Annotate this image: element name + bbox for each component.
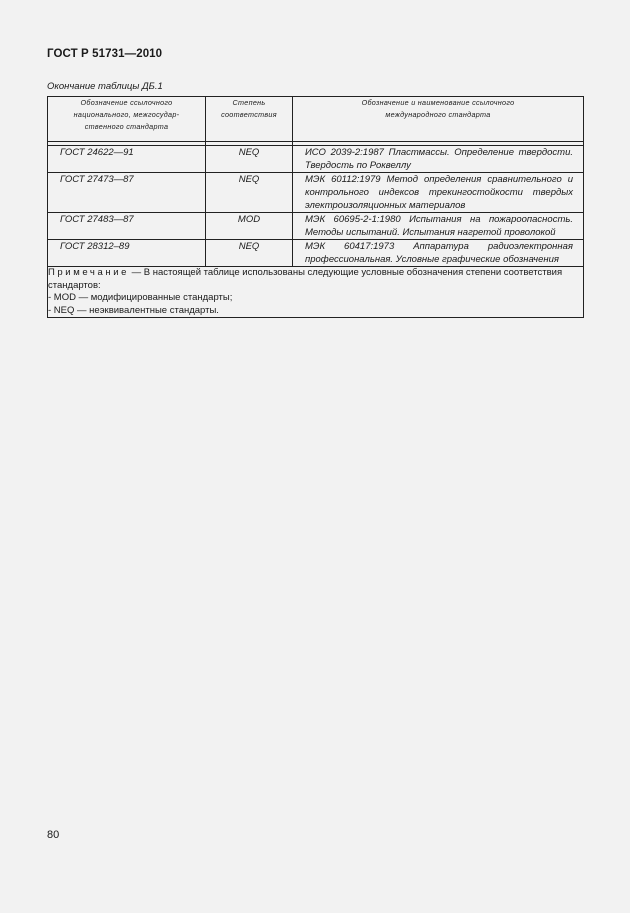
international-standard-cell: МЭК 60695-2-1:1980 Испытания на пожароопасность. Методы испытаний. Испытания нагретой проволокой: [293, 213, 584, 240]
note-item-mod: - MOD — модифицированные стандарты;: [48, 292, 233, 303]
note-lead: Примечание: [48, 267, 129, 278]
national-standard-cell: ГОСТ 27473—87: [48, 173, 206, 213]
table-row: [48, 213, 584, 240]
table-row: [48, 173, 584, 213]
table-row: [48, 146, 584, 173]
degree-cell: MOD: [206, 213, 293, 240]
column-header-international-standard: Обозначение и наименование ссылочного международного стандарта: [293, 97, 584, 142]
table-row: [48, 240, 584, 267]
document-code: ГОСТ Р 51731—2010: [47, 48, 163, 60]
column-header-national-standard: Обозначение ссылочного национального, межгосудар-ственного стандарта: [48, 97, 206, 142]
international-standard-cell: МЭК 60112:1979 Метод определения сравнительного и контрольного индексов трекингостойкости твердых электроизоляционных материалов: [293, 173, 584, 213]
table-note-row: [48, 267, 584, 318]
national-standard-cell: ГОСТ 27483—87: [48, 213, 206, 240]
degree-cell: NEQ: [206, 173, 293, 213]
degree-cell: NEQ: [206, 240, 293, 267]
table-note: [48, 267, 584, 318]
note-item-neq: - NEQ — неэквивалентные стандарты.: [48, 304, 219, 316]
page-number: 80: [47, 829, 60, 841]
table-caption: Окончание таблицы ДБ.1: [47, 81, 163, 92]
national-standard-cell: ГОСТ 24622—91: [48, 146, 206, 173]
note-text: — В настоящей таблице использованы следующие условные обозначения степени соответствия стандартов:: [48, 267, 563, 291]
national-standard-cell: ГОСТ 28312–89: [48, 240, 206, 267]
reference-standards-table: [47, 96, 584, 318]
table-header-row: [48, 97, 584, 142]
degree-cell: NEQ: [206, 146, 293, 173]
international-standard-cell: МЭК 60417:1973 Аппаратура радиоэлектронная профессиональная. Условные графические обозначения: [293, 240, 584, 267]
column-header-degree: Степень соответствия: [206, 97, 293, 142]
international-standard-cell: ИСО 2039-2:1987 Пластмассы. Определение твердости. Твердость по Роквеллу: [293, 146, 584, 173]
